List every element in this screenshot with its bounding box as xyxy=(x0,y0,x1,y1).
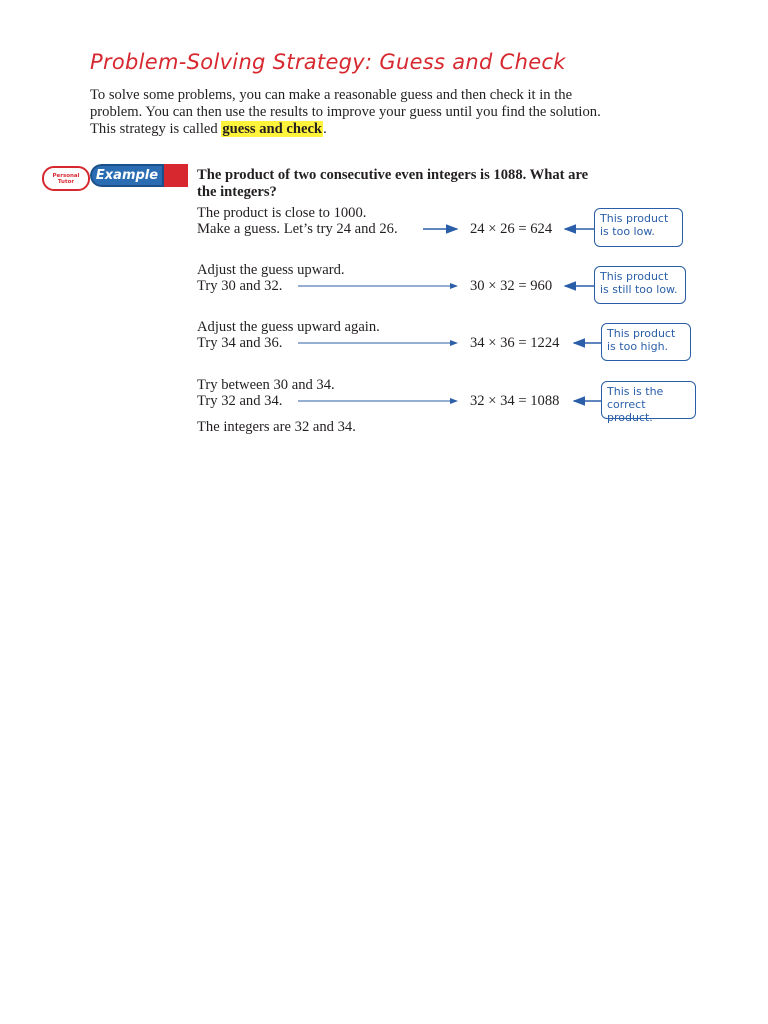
key-term-highlight: guess and check xyxy=(222,121,323,137)
step-4-line-2: Try 32 and 34. xyxy=(197,393,283,409)
personal-tutor-badge[interactable]: Personal Tutor xyxy=(42,166,90,191)
step-2-line-1: Adjust the guess upward. xyxy=(197,262,345,278)
example-question: The product of two consecutive even integers is 1088. What are the integers? xyxy=(197,167,589,200)
step-1-line-1: The product is close to 1000. xyxy=(197,205,367,221)
step-3-line-2: Try 34 and 36. xyxy=(197,335,283,351)
conclusion: The integers are 32 and 34. xyxy=(197,419,356,435)
step-3-line-1: Adjust the guess upward again. xyxy=(197,319,380,335)
intro-text: To solve some problems, you can make a reasonable guess and then check it in the problem. You can then use the results to improve your guess until you find the solution. This strategy is called xyxy=(90,87,601,137)
example-label: Example xyxy=(90,164,188,187)
page-title: Problem-Solving Strategy: Guess and Check xyxy=(90,50,566,74)
step-4-line-1: Try between 30 and 34. xyxy=(197,377,335,393)
step-1-callout: This product is too low. xyxy=(594,208,683,247)
step-1-calc: 24 × 26 = 624 xyxy=(470,221,553,237)
intro-paragraph: To solve some problems, you can make a reasonable guess and then check it in the problem. You can then use the results to improve your guess until you find the solution. This strategy is called guess and check. xyxy=(90,87,601,137)
step-4-calc: 32 × 34 = 1088 xyxy=(470,393,560,409)
step-4-callout: This is the correct product. xyxy=(601,381,696,419)
step-3-calc: 34 × 36 = 1224 xyxy=(470,335,560,351)
step-2-calc: 30 × 32 = 960 xyxy=(470,278,553,294)
step-3-callout: This product is too high. xyxy=(601,323,691,361)
step-1-line-2: Make a guess. Let’s try 24 and 26. xyxy=(197,221,398,237)
step-2-callout: This product is still too low. xyxy=(594,266,686,304)
step-2-line-2: Try 30 and 32. xyxy=(197,278,283,294)
